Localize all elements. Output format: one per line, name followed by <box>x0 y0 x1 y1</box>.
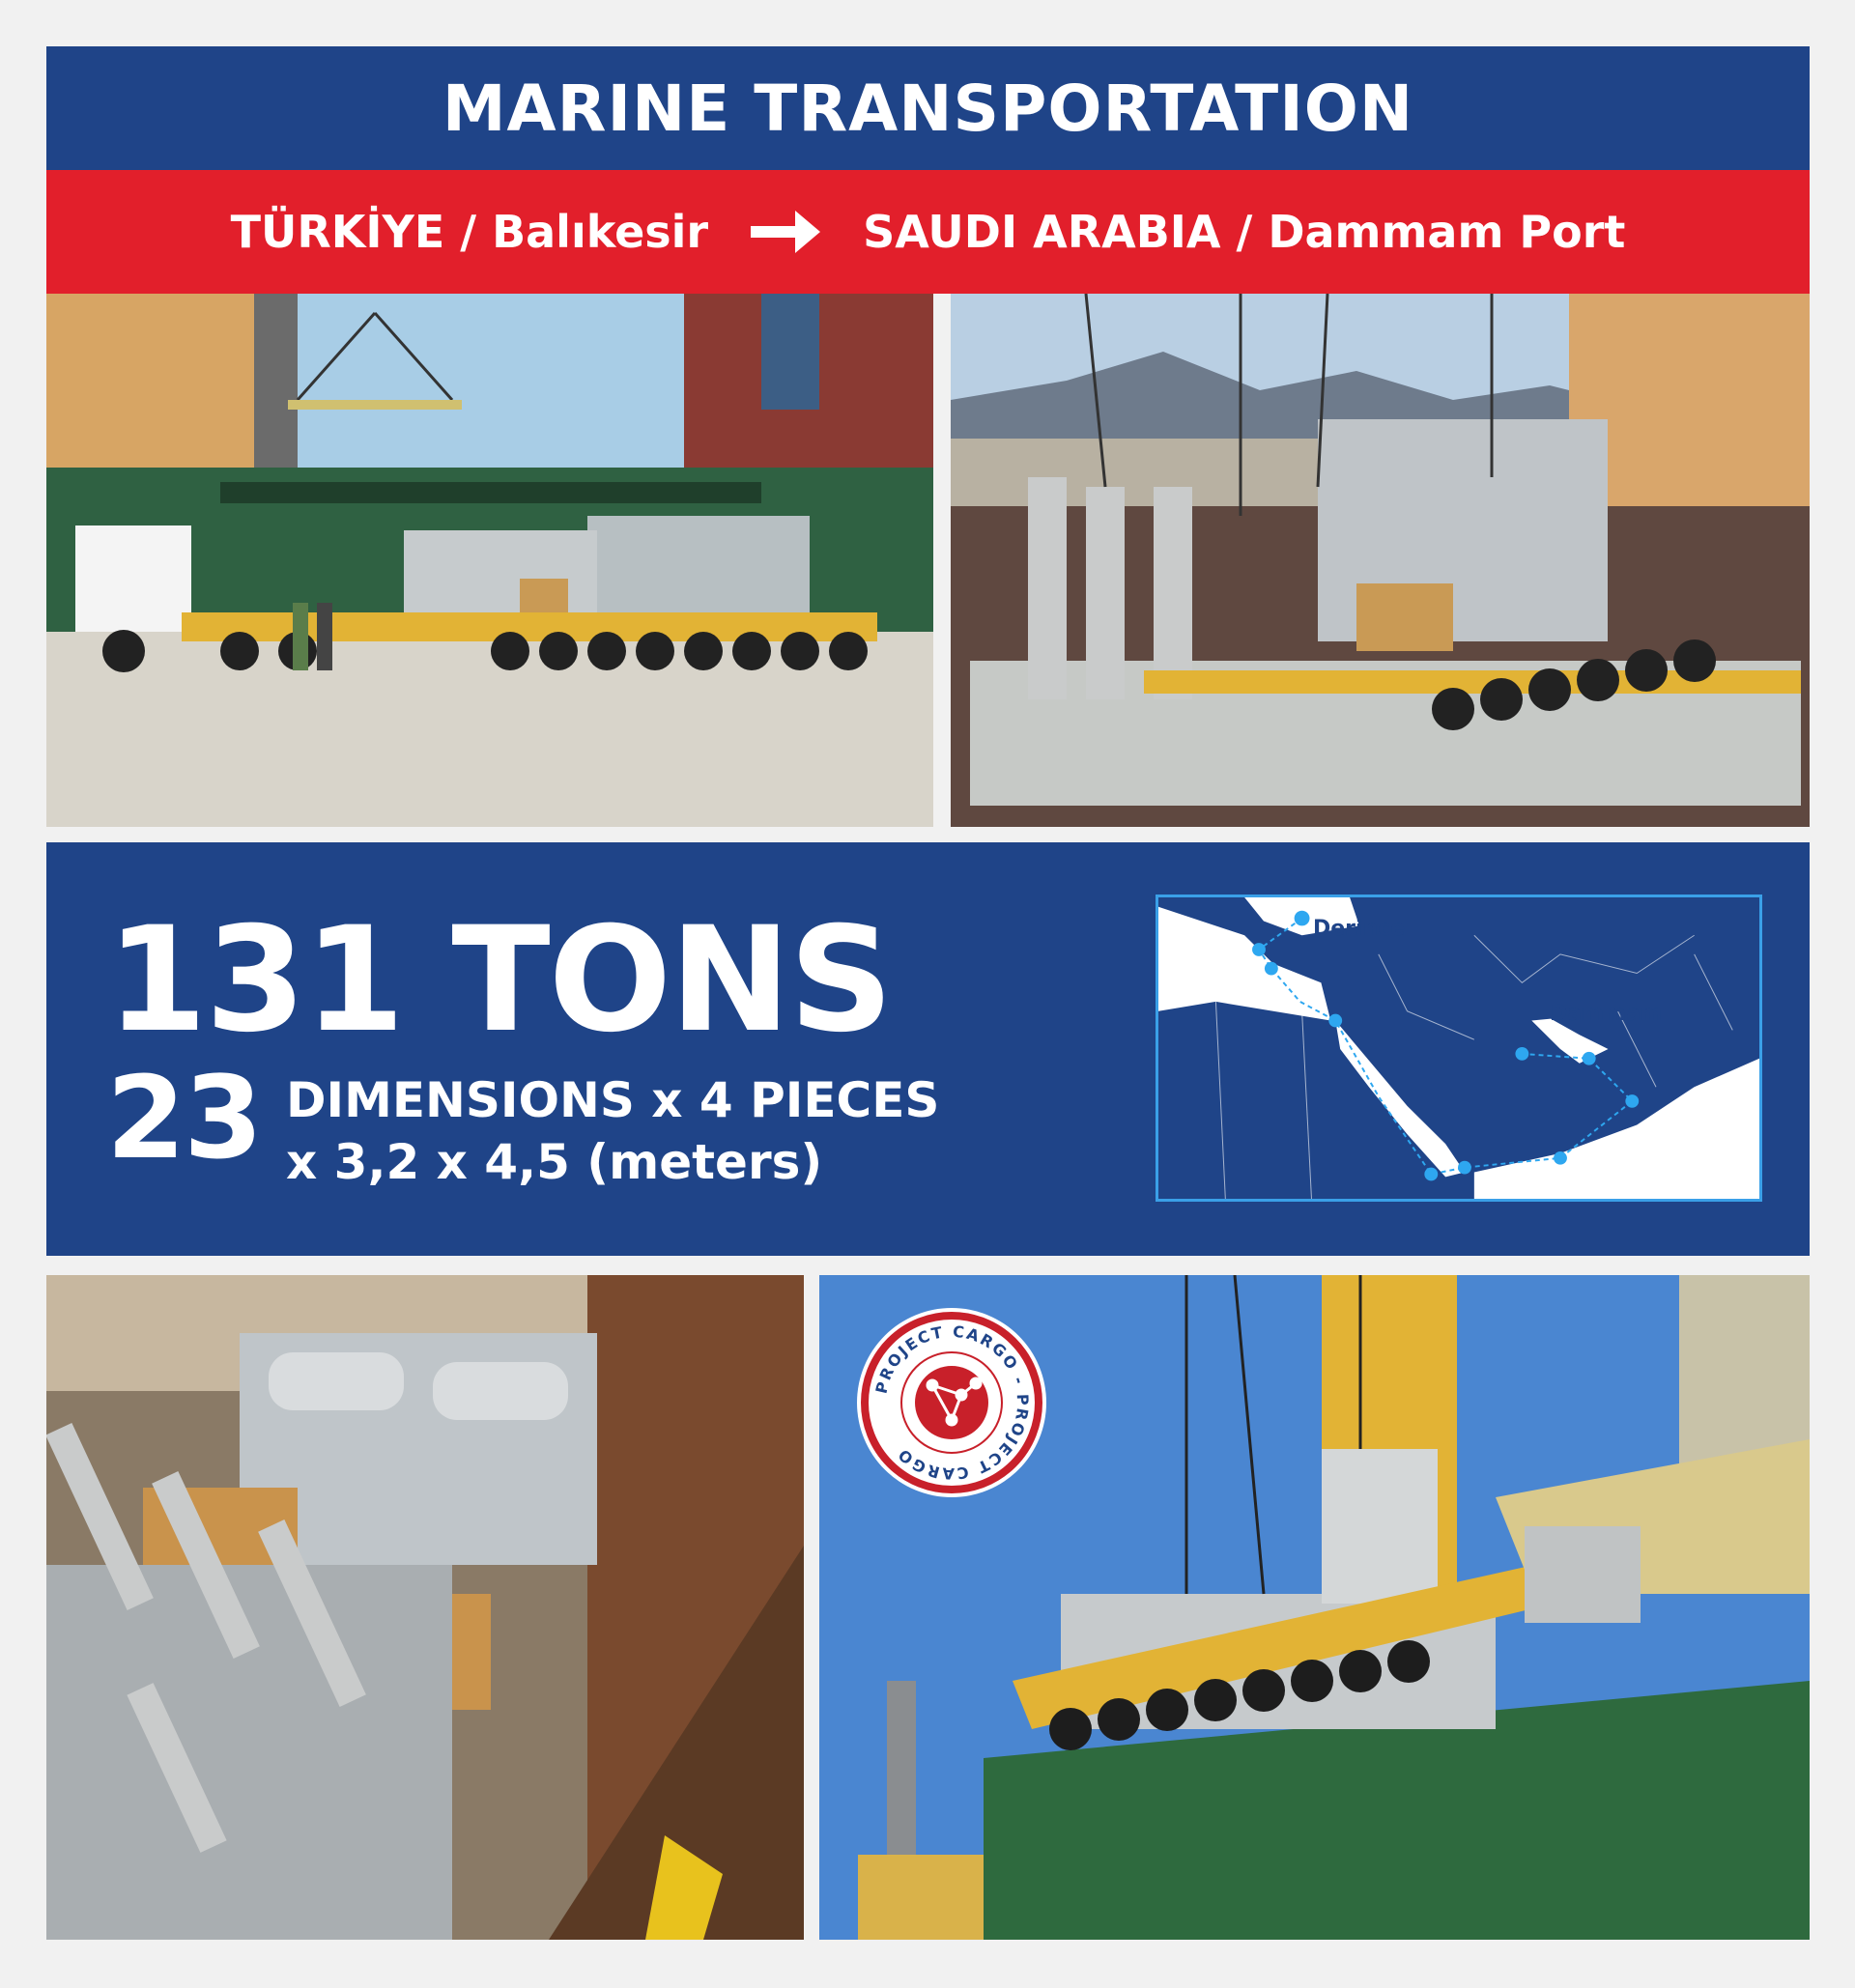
cargo-dimensions-line2: x 3,2 x 4,5 (meters) <box>286 1134 823 1190</box>
photo-cargo-in-hold <box>46 1275 804 1940</box>
badge-text: PROJECT CARGO - PROJECT CARGO <box>871 1321 1033 1484</box>
cargo-dimensions-line1: DIMENSIONS x 4 PIECES <box>286 1072 940 1128</box>
route-destination: SAUDI ARABIA / Dammam Port <box>863 206 1626 258</box>
cargo-weight: 131 TONS <box>106 896 892 1065</box>
title-banner <box>46 46 1810 170</box>
map-label-origin: Derince <box>1313 917 1406 941</box>
globe-icon <box>915 1366 988 1439</box>
photo-truck-at-port <box>46 294 933 827</box>
page-title: MARINE TRANSPORTATION <box>442 71 1414 146</box>
photo-lifting-into-hold <box>951 294 1810 827</box>
route-map-graphic <box>1158 897 1759 1199</box>
cargo-info-panel <box>46 842 1810 1256</box>
cargo-dimension-count: 23 <box>106 1051 262 1184</box>
project-cargo-badge <box>855 1306 1048 1499</box>
route-banner <box>46 170 1810 294</box>
map-label-destination: Dammam <box>1550 1002 1663 1026</box>
arrow-right-icon <box>747 205 824 259</box>
route-origin: TÜRKİYE / Balıkesir <box>230 206 709 258</box>
route-map <box>1156 895 1762 1202</box>
